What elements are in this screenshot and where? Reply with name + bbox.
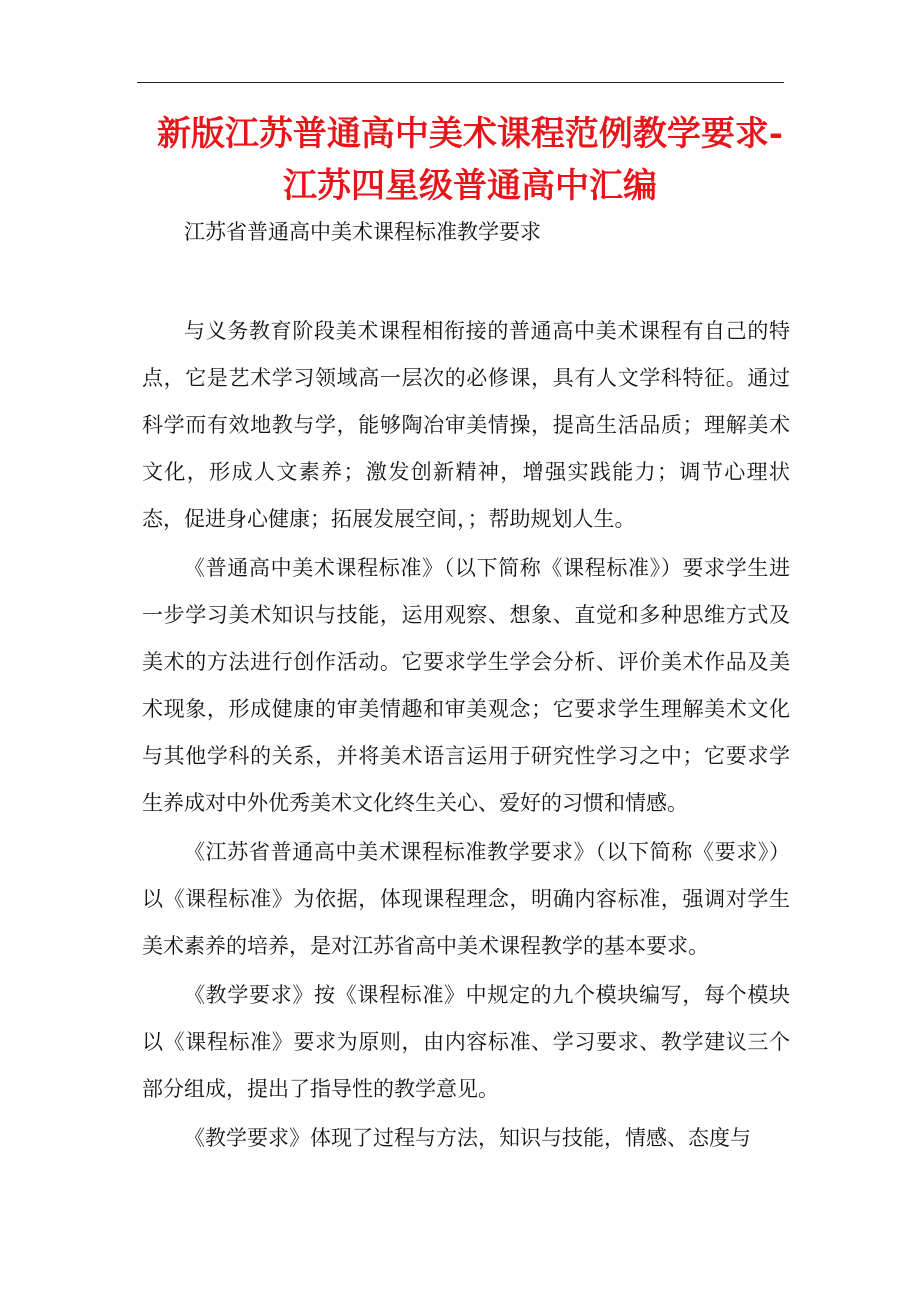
document-body xyxy=(142,308,790,1164)
title-line-2: 江苏四星级普通高中汇编 xyxy=(283,166,657,206)
paragraph: 《江苏省普通高中美术课程标准教学要求》（以下简称《要求》）以《课程标准》为依据，体现课程理念，明确内容标准，强调对学生美术素养的培养，是对江苏省高中美术课程教学的基本要求。 xyxy=(142,840,790,958)
title-line-1: 新版江苏普通高中美术课程范例教学要求- xyxy=(156,114,784,154)
document-title xyxy=(140,108,800,212)
paragraph: 与义务教育阶段美术课程相衔接的普通高中美术课程有自己的特点，它是艺术学习领域高一层次的必修课，具有人文学科特征。通过科学而有效地教与学，能够陶冶审美情操，提高生活品质；理解美术文化，形成人文素养；激发创新精神，增强实践能力；调节心理状态，促进身心健康；拓展发展空间，；帮助规划人生。 xyxy=(142,319,790,531)
paragraph: 《教学要求》按《课程标准》中规定的九个模块编写，每个模块以《课程标准》要求为原则，由内容标准、学习要求、教学建议三个部分组成，提出了指导性的教学意见。 xyxy=(142,983,790,1101)
paragraph: 《普通高中美术课程标准》（以下简称《课程标准》）要求学生进一步学习美术知识与技能，运用观察、想象、直觉和多种思维方式及美术的方法进行创作活动。它要求学生学会分析、评价美术作品及美术现象，形成健康的审美情趣和审美观念；它要求学生理解美术文化与其他学科的关系，并将美术语言运用于研究性学习之中；它要求学生养成对中外优秀美术文化终生关心、爱好的习惯和情感。 xyxy=(142,556,790,815)
document-subtitle: 江苏省普通高中美术课程标准教学要求 xyxy=(184,220,541,244)
header-rule xyxy=(137,82,784,83)
paragraph: 《教学要求》体现了过程与方法，知识与技能，情感、态度与 xyxy=(184,1126,751,1150)
